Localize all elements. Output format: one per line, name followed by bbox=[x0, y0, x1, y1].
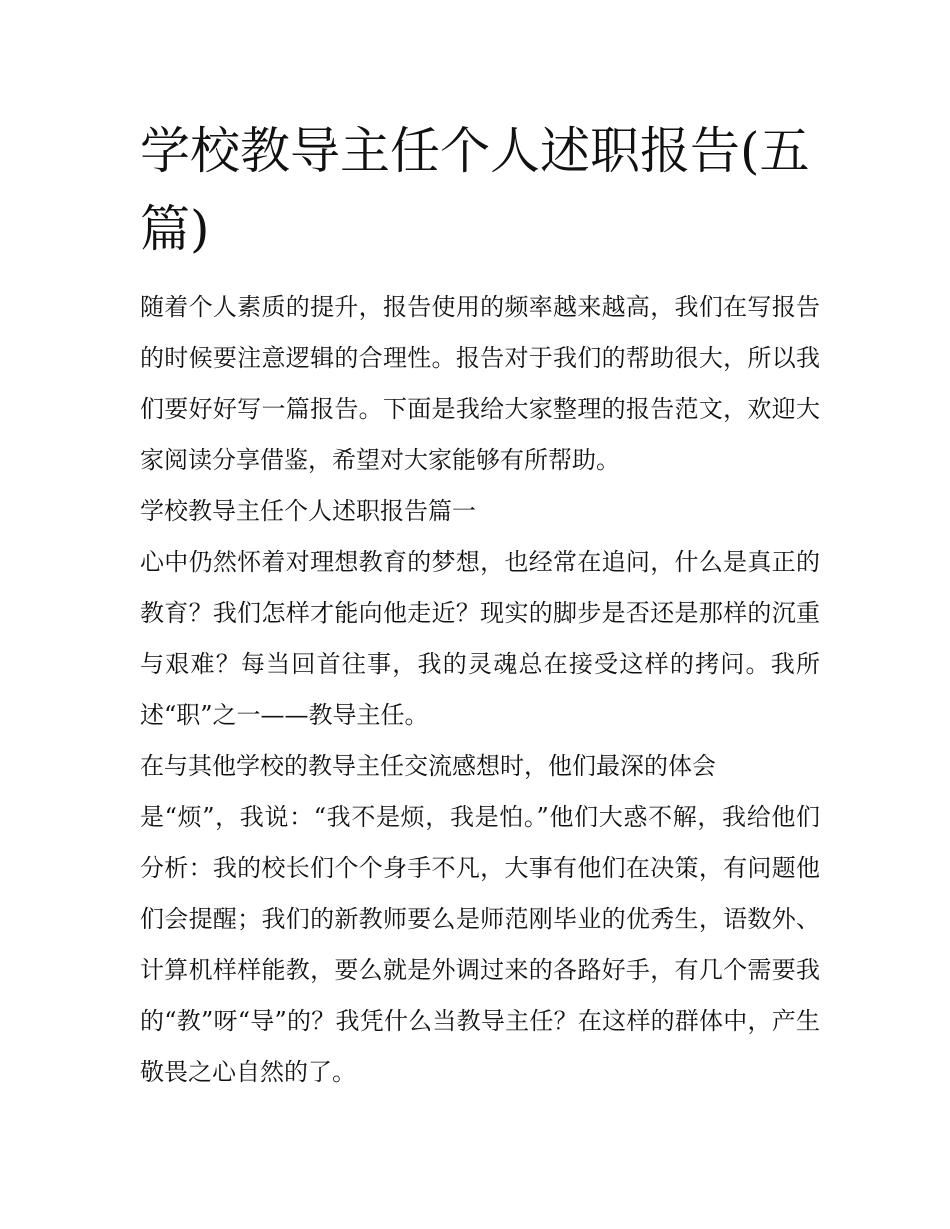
document-body bbox=[140, 112, 820, 1098]
body-paragraph-2: 是“烦”，我说：“我不是烦，我是怕。”他们大惑不解，我给他们分析：我的校长们个个身手不凡，大事有他们在决策，有问题他们会提醒；我们的新教师要么是师范刚毕业的优秀生，语数外、计算机样样能教，要么就是外调过来的各路好手，有几个需要我的“教”呀“导”的？我凭什么当教导主任？在这样的群体中，产生敬畏之心自然的了。 bbox=[140, 803, 820, 1086]
body-paragraph-2-line-1: 在与其他学校的教导主任交流感想时，他们最深的体会 bbox=[140, 752, 716, 780]
body-paragraph-1: 心中仍然怀着对理想教育的梦想，也经常在追问，什么是真正的教育？我们怎样才能向他走近？现实的脚步是否还是那样的沉重与艰难？每当回首往事，我的灵魂总在接受这样的拷问。我所述“职”之一——教导主任。 bbox=[140, 548, 820, 729]
section-heading: 学校教导主任个人述职报告篇一 bbox=[140, 497, 476, 525]
document-title: 学校教导主任个人述职报告(五篇) bbox=[140, 122, 810, 258]
intro-paragraph: 随着个人素质的提升，报告使用的频率越来越高，我们在写报告的时候要注意逻辑的合理性。报告对于我们的帮助很大，所以我们要好好写一篇报告。下面是我给大家整理的报告范文，欢迎大家阅读分享借鉴，希望对大家能够有所帮助。 bbox=[140, 293, 820, 474]
